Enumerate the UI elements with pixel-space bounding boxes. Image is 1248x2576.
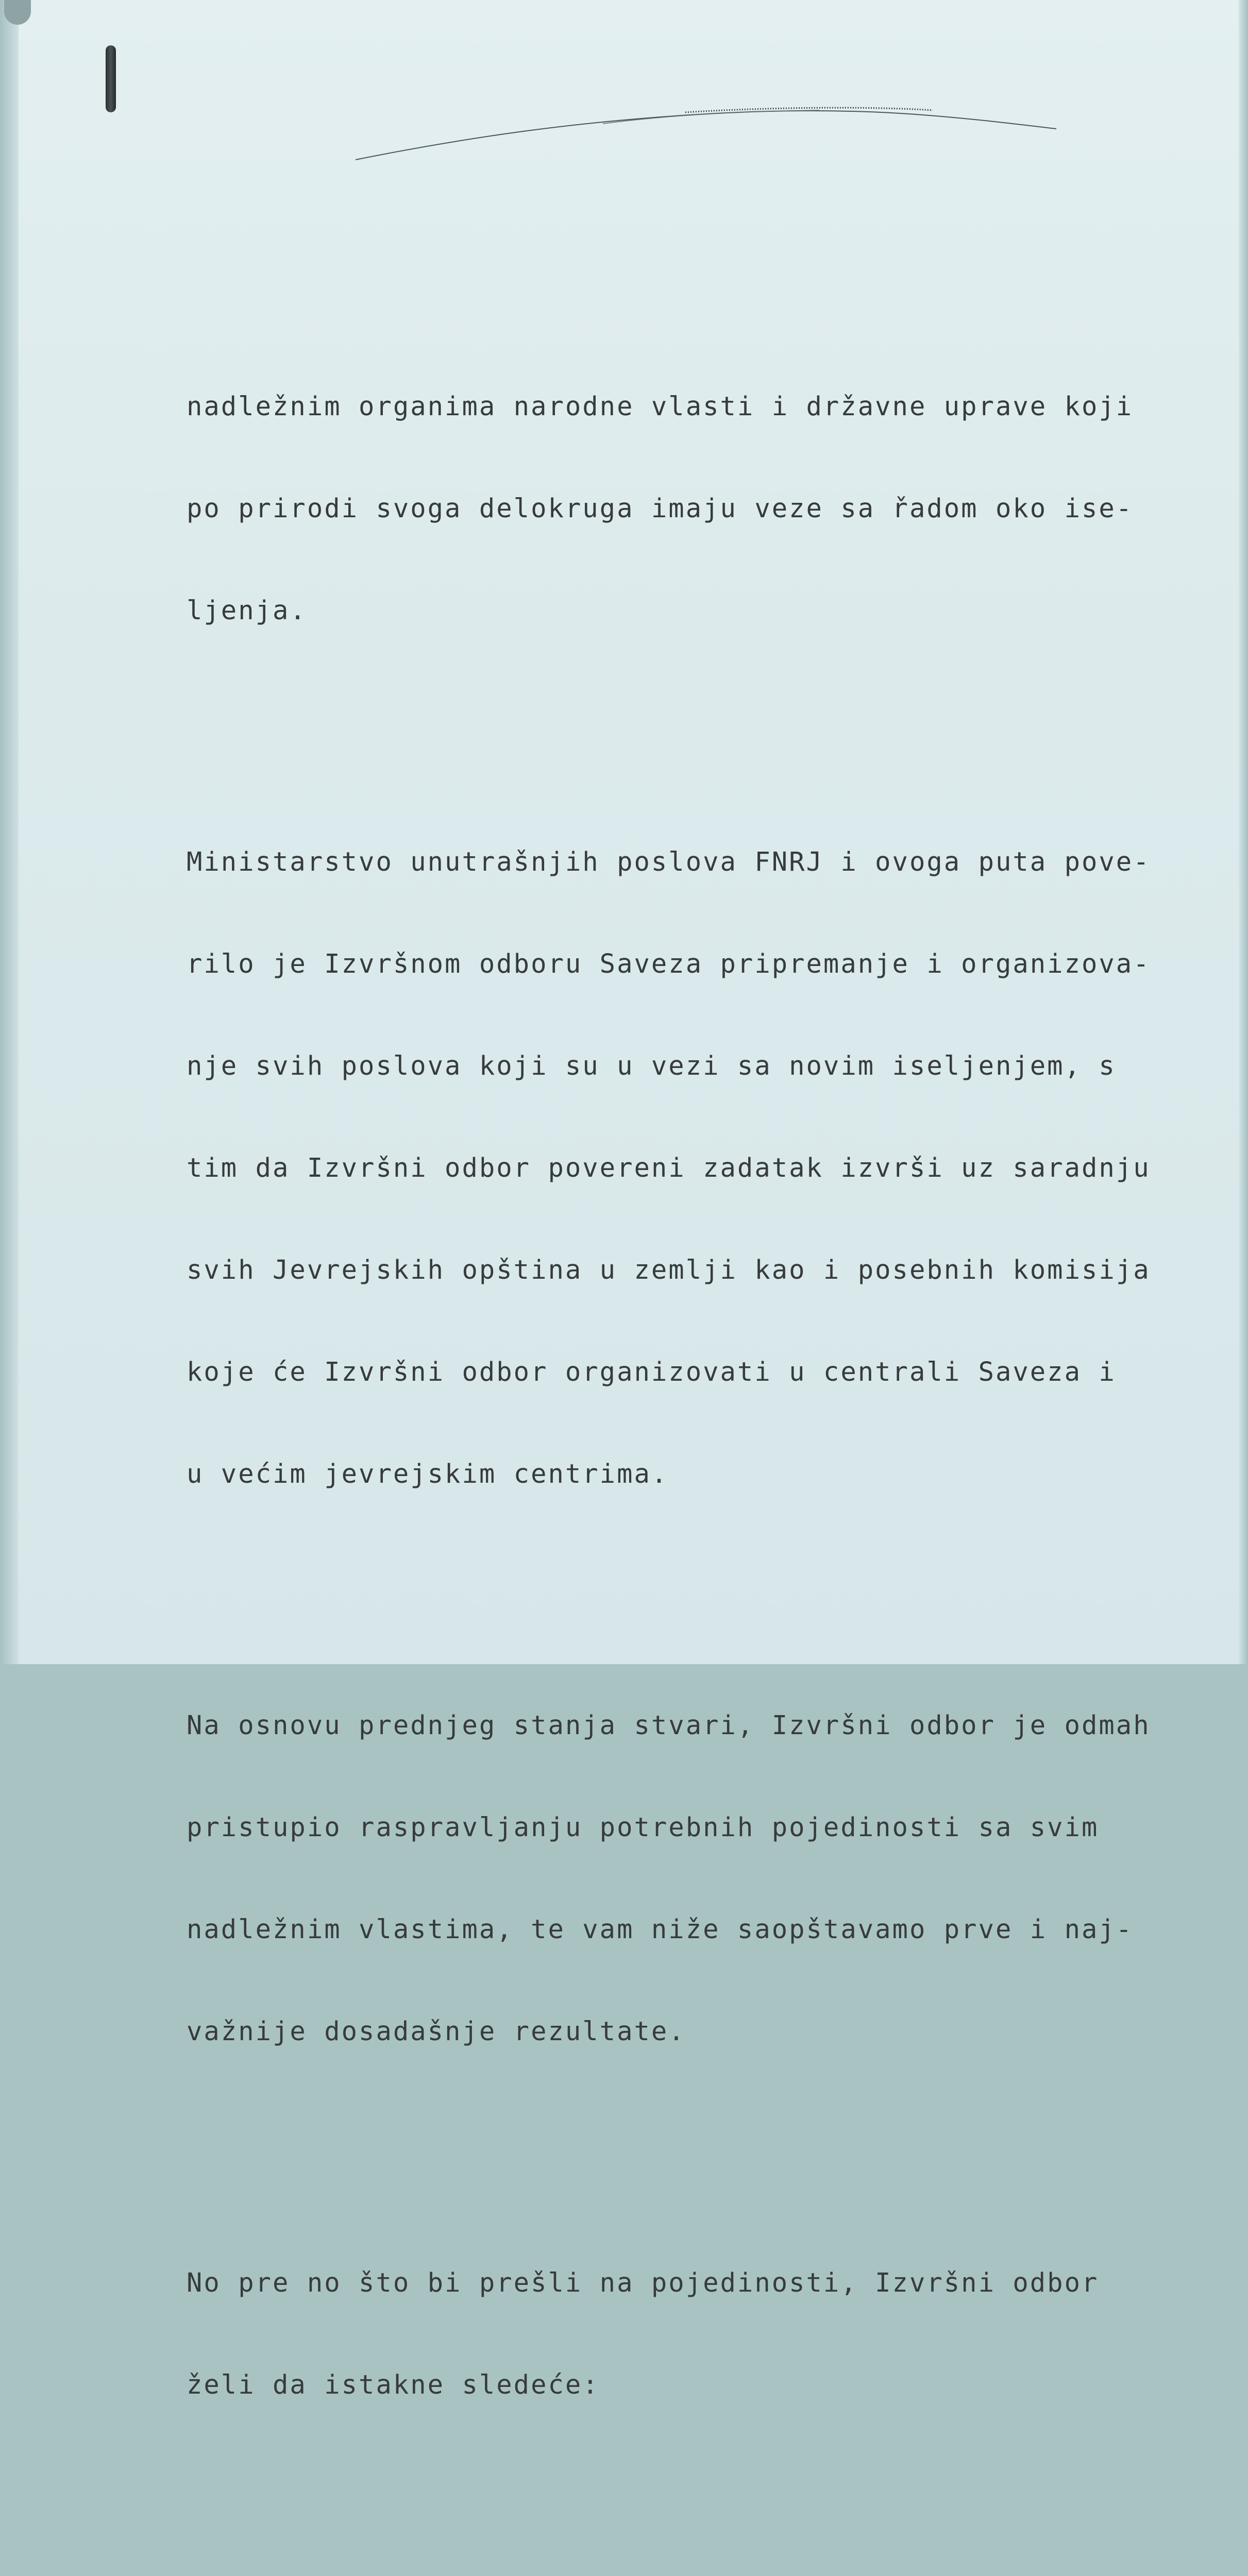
text-line: ljenja.: [187, 595, 307, 625]
paragraph-2: [187, 777, 1151, 1559]
paragraph-3: [187, 1640, 1151, 2116]
text-line: želi da istakne sledeće:: [187, 2369, 600, 2400]
text-line: nadležnim vlastima, te vam niže saopštavamo prve i naj-: [187, 1914, 1134, 1944]
text-line: Na osnovu prednjeg stanja stvari, Izvršni odbor je odmah: [187, 1710, 1151, 1740]
text-line: rilo je Izvršnom odboru Saveza pripremanje i organizova-: [187, 948, 1151, 979]
letter-body: [187, 253, 1151, 2576]
text-line: važnije dosadašnje rezultate.: [187, 2016, 686, 2046]
text-line: No pre no što bi prešli na pojedinosti, Izvršni odbor: [187, 2267, 1099, 2298]
punch-hole: [4, 0, 31, 25]
text-line: tim da Izvršni odbor povereni zadatak izvrši uz saradnju: [187, 1153, 1151, 1183]
staple-mark: [106, 45, 116, 112]
text-line: pristupio raspravljanju potrebnih pojedinosti sa svim: [187, 1812, 1099, 1842]
paragraph-4: [187, 2198, 1099, 2470]
text-line: nadležnim organima narodne vlasti i državne uprave koji: [187, 391, 1134, 421]
pen-stroke-mark: [356, 103, 1056, 165]
text-line: svih Jevrejskih opština u zemlji kao i posebnih komisija: [187, 1255, 1151, 1285]
text-line: po prirodi svoga delokruga imaju veze sa řadom oko ise-: [187, 493, 1134, 523]
text-line: nje svih poslova koji su u vezi sa novim iseljenjem, s: [187, 1050, 1116, 1081]
paragraph-5: [187, 2551, 1083, 2576]
paragraph-1: [187, 321, 1134, 696]
text-line: koje će Izvršni odbor organizovati u centrali Saveza i: [187, 1357, 1116, 1387]
text-line: Ministarstvo unutrašnjih poslova FNRJ i ovoga puta pove-: [187, 846, 1151, 877]
text-line: u većim jevrejskim centrima.: [187, 1459, 669, 1489]
